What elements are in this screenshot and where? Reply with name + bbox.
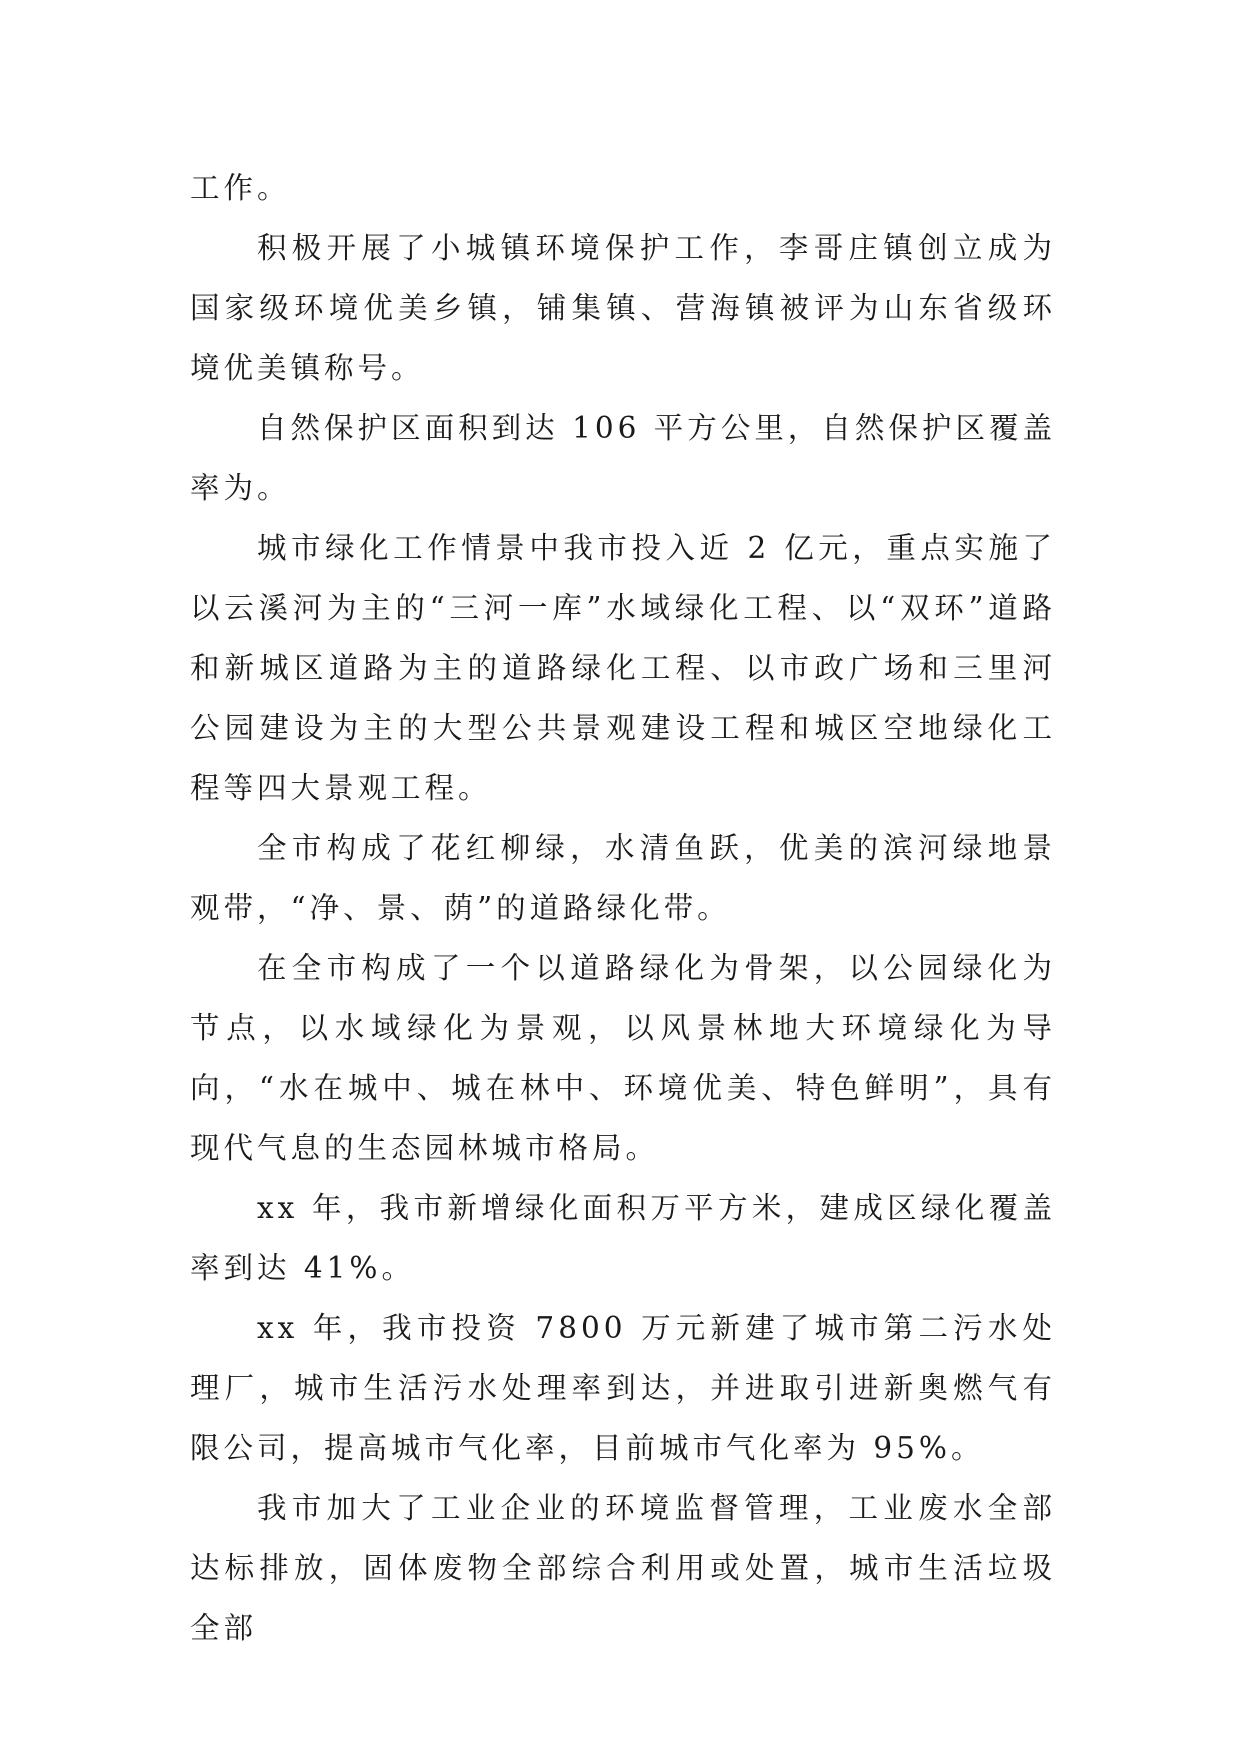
paragraph: 在全市构成了一个以道路绿化为骨架，以公园绿化为节点，以水域绿化为景观，以风景林地大环境绿化为导向，“水在城中、城在林中、环境优美、特色鲜明”，具有现代气息的生态园林城市格局。 — [190, 951, 1056, 1165]
paragraph: 城市绿化工作情景中我市投入近 2 亿元，重点实施了以云溪河为主的“三河一库”水域绿化工程、以“双环”道路和新城区道路为主的道路绿化工程、以市政广场和三里河公园建设为主的大型公共景观建设工程和城区空地绿化工程等四大景观工程。 — [190, 531, 1056, 805]
paragraph: 积极开展了小城镇环境保护工作，李哥庄镇创立成为国家级环境优美乡镇，铺集镇、营海镇被评为山东省级环境优美镇称号。 — [190, 231, 1056, 385]
paragraph: 工作。 — [190, 171, 291, 205]
document-body — [190, 158, 1056, 1658]
paragraph: 全市构成了花红柳绿，水清鱼跃，优美的滨河绿地景观带，“净、景、荫”的道路绿化带。 — [190, 831, 1056, 925]
paragraph: xx 年，我市新增绿化面积万平方米，建成区绿化覆盖率到达 41%。 — [190, 1191, 1056, 1285]
paragraph: 我市加大了工业企业的环境监督管理，工业废水全部达标排放，固体废物全部综合利用或处置，城市生活垃圾全部 — [190, 1491, 1056, 1645]
paragraph: xx 年，我市投资 7800 万元新建了城市第二污水处理厂，城市生活污水处理率到达，并进取引进新奥燃气有限公司，提高城市气化率，目前城市气化率为 95%。 — [190, 1311, 1056, 1465]
paragraph: 自然保护区面积到达 106 平方公里，自然保护区覆盖率为。 — [190, 411, 1056, 505]
